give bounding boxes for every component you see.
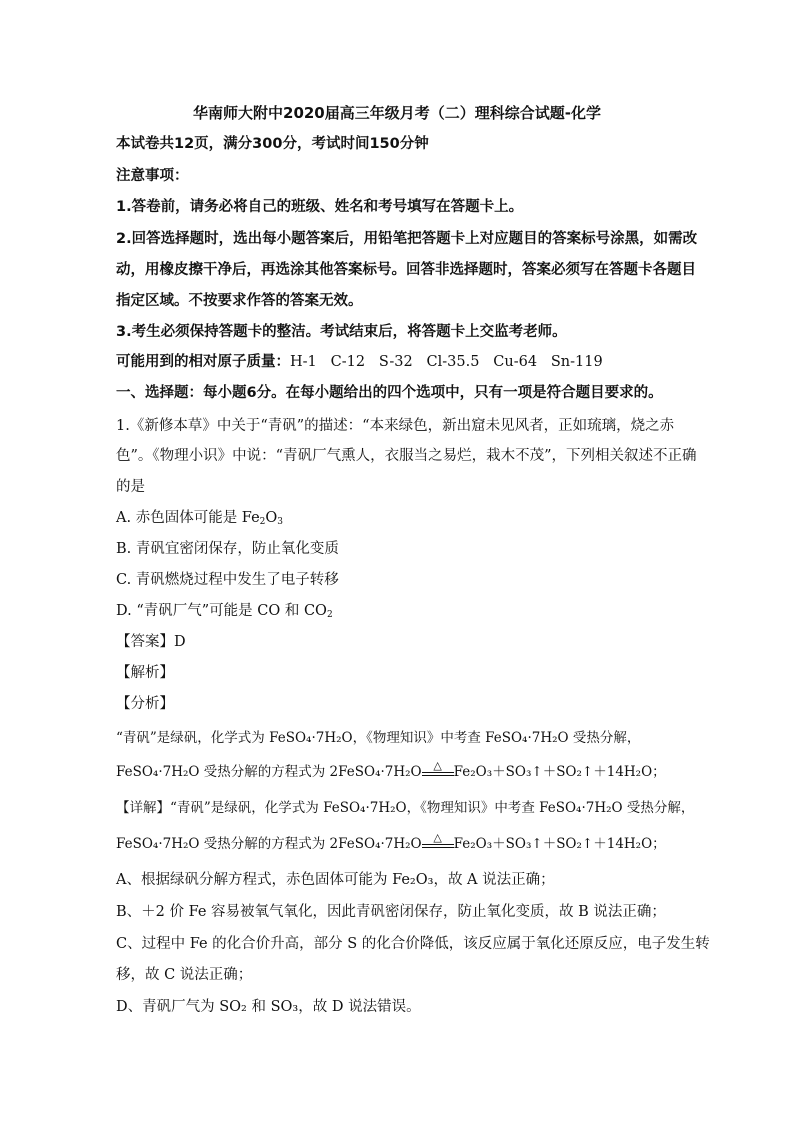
fenxi-line-1: “青矾”是绿矾，化学式为 FeSO₄·7H₂O，《物理知识》中考查 FeSO₄·7H₂O 受热分解，: [116, 730, 641, 746]
explanation-b: B、＋2 价 Fe 容易被氧气氧化，因此青矾密闭保存，防止氧化变质，故 B 说法正确；: [116, 904, 666, 920]
detail-line-2: FeSO₄·7H₂O 受热分解的方程式为 2FeSO₄·7H₂O △ Fe₂O₃＋SO₃↑＋SO₂↑＋14H₂O；: [116, 831, 666, 852]
analysis-heading: 【解析】: [116, 665, 174, 681]
detail-line-1: 【详解】“青矾”是绿矾，化学式为 FeSO₄·7H₂O，《物理知识》中考查 FeSO₄·7H₂O 受热分解，: [116, 800, 695, 816]
fenxi-heading: 【分析】: [116, 696, 174, 712]
q1-option-d: D. “青矾厂气”可能是 CO 和 $CO_2$: [116, 603, 333, 620]
heat-symbol: △: [422, 762, 454, 776]
explanation-c-line-2: 移，故 C 说法正确；: [116, 967, 253, 983]
notice-item-2-line-3: 指定区域。不按要求作答的答案无效。: [116, 293, 363, 309]
fenxi-line-2: FeSO₄·7H₂O 受热分解的方程式为 2FeSO₄·7H₂O △ Fe₂O₃＋SO₃↑＋SO₂↑＋14H₂O；: [116, 759, 666, 780]
atomic-masses-values: H-1 C-12 S-32 Cl-35.5 Cu-64 Sn-119: [290, 354, 603, 370]
explanation-c-line-1: C、过程中 Fe 的化合价升高，部分 S 的化合价降低，该反应属于氧化还原反应，电子发生转: [116, 936, 710, 952]
notice-item-2-line-2: 动，用橡皮擦干净后，再选涂其他答案标号。回答非选择题时，答案必须写在答题卡各题目: [116, 262, 696, 278]
atomic-masses-label: 可能用到的相对原子质量：: [116, 354, 290, 370]
q1-stem-line-3: 的是: [116, 479, 145, 495]
atomic-masses: [116, 352, 686, 372]
q1-option-c: C. 青矾燃烧过程中发生了电子转移: [116, 572, 339, 588]
notice-item-1: 1.答卷前，请务必将自己的班级、姓名和考号填写在答题卡上。: [116, 199, 524, 215]
q1-stem-line-2: 色”。《物理小识》中说：“青矾厂气熏人，衣服当之易烂，栽木不茂”，下列相关叙述不正确: [116, 448, 697, 464]
notice-item-2-line-1: 2.回答选择题时，选出每小题答案后，用铅笔把答题卡上对应题目的答案标号涂黑，如需改: [116, 231, 698, 247]
notice-heading: 注意事项：: [116, 168, 189, 184]
explanation-d: D、青矾厂气为 SO₂ 和 SO₃，故 D 说法错误。: [116, 999, 421, 1015]
heat-symbol: △: [422, 834, 454, 848]
page-title: 华南师大附中2020届高三年级月考（二）理科综合试题-化学: [193, 104, 601, 122]
exam-info: 本试卷共12页，满分300分，考试时间150分钟: [116, 136, 429, 152]
section-heading: 一、选择题：每小题6分。在每小题给出的四个选项中，只有一项是符合题目要求的。: [116, 385, 663, 401]
notice-item-3: 3.考生必须保持答题卡的整洁。考试结束后，将答题卡上交监考老师。: [116, 324, 567, 340]
q1-option-a: A. 赤色固体可能是 $Fe_2O_3$: [116, 510, 284, 527]
q1-answer: 【答案】D: [116, 634, 186, 650]
explanation-a: A、根据绿矾分解方程式，赤色固体可能为 Fe₂O₃，故 A 说法正确；: [116, 872, 555, 888]
q1-option-b: B. 青矾宜密闭保存，防止氧化变质: [116, 541, 339, 557]
q1-stem-line-1: 1.《新修本草》中关于“青矾”的描述：“本来绿色，新出窟未见风者，正如琉璃，烧之赤: [116, 418, 675, 434]
